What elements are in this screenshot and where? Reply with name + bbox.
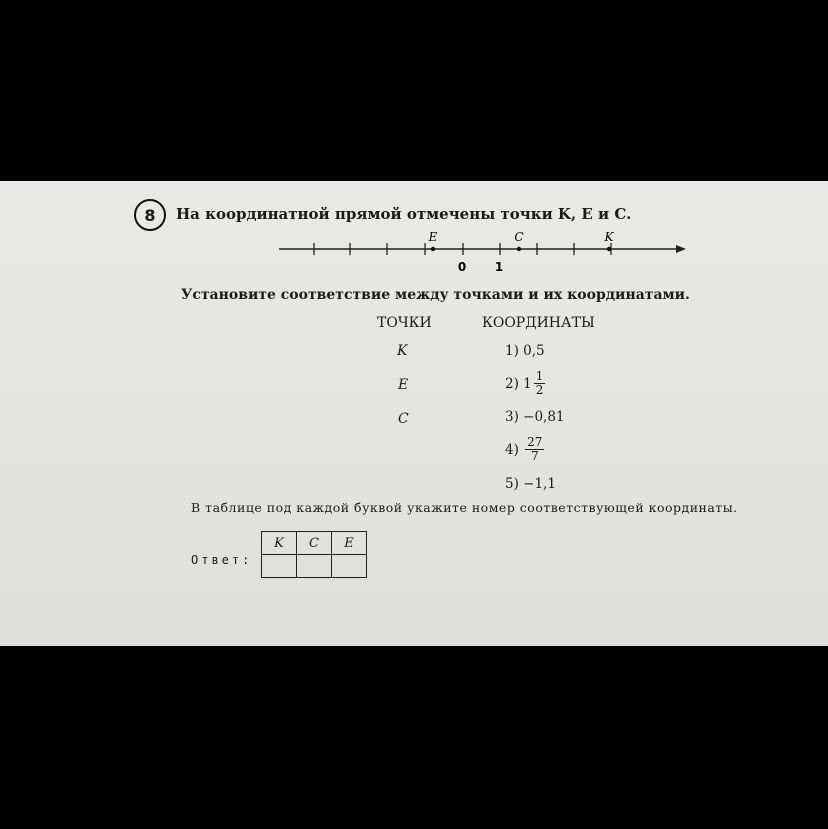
coord-value: −0,81 [523, 409, 565, 425]
point-k [607, 247, 611, 251]
tick-label-0: 0 [457, 260, 467, 274]
coord-option-3 [505, 409, 565, 425]
coord-number: 5) [505, 476, 519, 492]
point-item-c: C [398, 411, 409, 427]
instruction: Установите соответствие между точками и их координатами. [181, 287, 690, 303]
answer-header-c: C [297, 532, 332, 555]
fraction-numerator: 1 [535, 369, 544, 383]
fraction-numerator: 27 [527, 435, 543, 449]
coord-value: 0,5 [523, 343, 545, 359]
coords-header: КООРДИНАТЫ [482, 315, 595, 331]
fraction-denominator: 7 [530, 449, 539, 463]
coord-number: 3) [505, 409, 519, 425]
tick-label-1: 1 [494, 260, 504, 274]
point-c [517, 247, 521, 251]
fraction [525, 436, 544, 463]
coord-number: 2) [505, 375, 519, 392]
answer-header-e: E [332, 532, 367, 555]
axis-arrow-icon [676, 245, 686, 253]
answer-label: Ответ: [191, 553, 253, 567]
label-c: C [514, 230, 524, 244]
coord-option-1 [505, 343, 545, 359]
coord-number: 4) [505, 441, 519, 458]
coord-option-2 [505, 370, 545, 397]
answer-header-row [262, 532, 367, 555]
point-e [431, 247, 435, 251]
label-e: E [428, 230, 438, 244]
fraction [534, 370, 546, 397]
task-statement: На координатной прямой отмечены точки K, E и C. [176, 205, 632, 223]
fraction-denominator: 2 [535, 383, 544, 397]
answer-cell-c[interactable] [297, 555, 332, 578]
coord-option-4 [505, 436, 544, 463]
points-header: ТОЧКИ [377, 315, 432, 331]
point-item-e: E [398, 377, 409, 393]
answer-input-row [262, 555, 367, 578]
bottom-instruction: В таблице под каждой буквой укажите номер соответствующей координаты. [191, 500, 738, 515]
label-k: K [604, 230, 614, 244]
answer-header-k: K [262, 532, 297, 555]
answer-cell-k[interactable] [262, 555, 297, 578]
task-number: 8 [144, 205, 156, 225]
coord-number: 1) [505, 343, 519, 359]
point-item-k: K [397, 343, 408, 359]
answer-cell-e[interactable] [332, 555, 367, 578]
coord-option-5 [505, 476, 556, 492]
answer-table [261, 531, 367, 578]
coord-whole: 1 [523, 375, 532, 392]
coord-value: −1,1 [523, 476, 556, 492]
